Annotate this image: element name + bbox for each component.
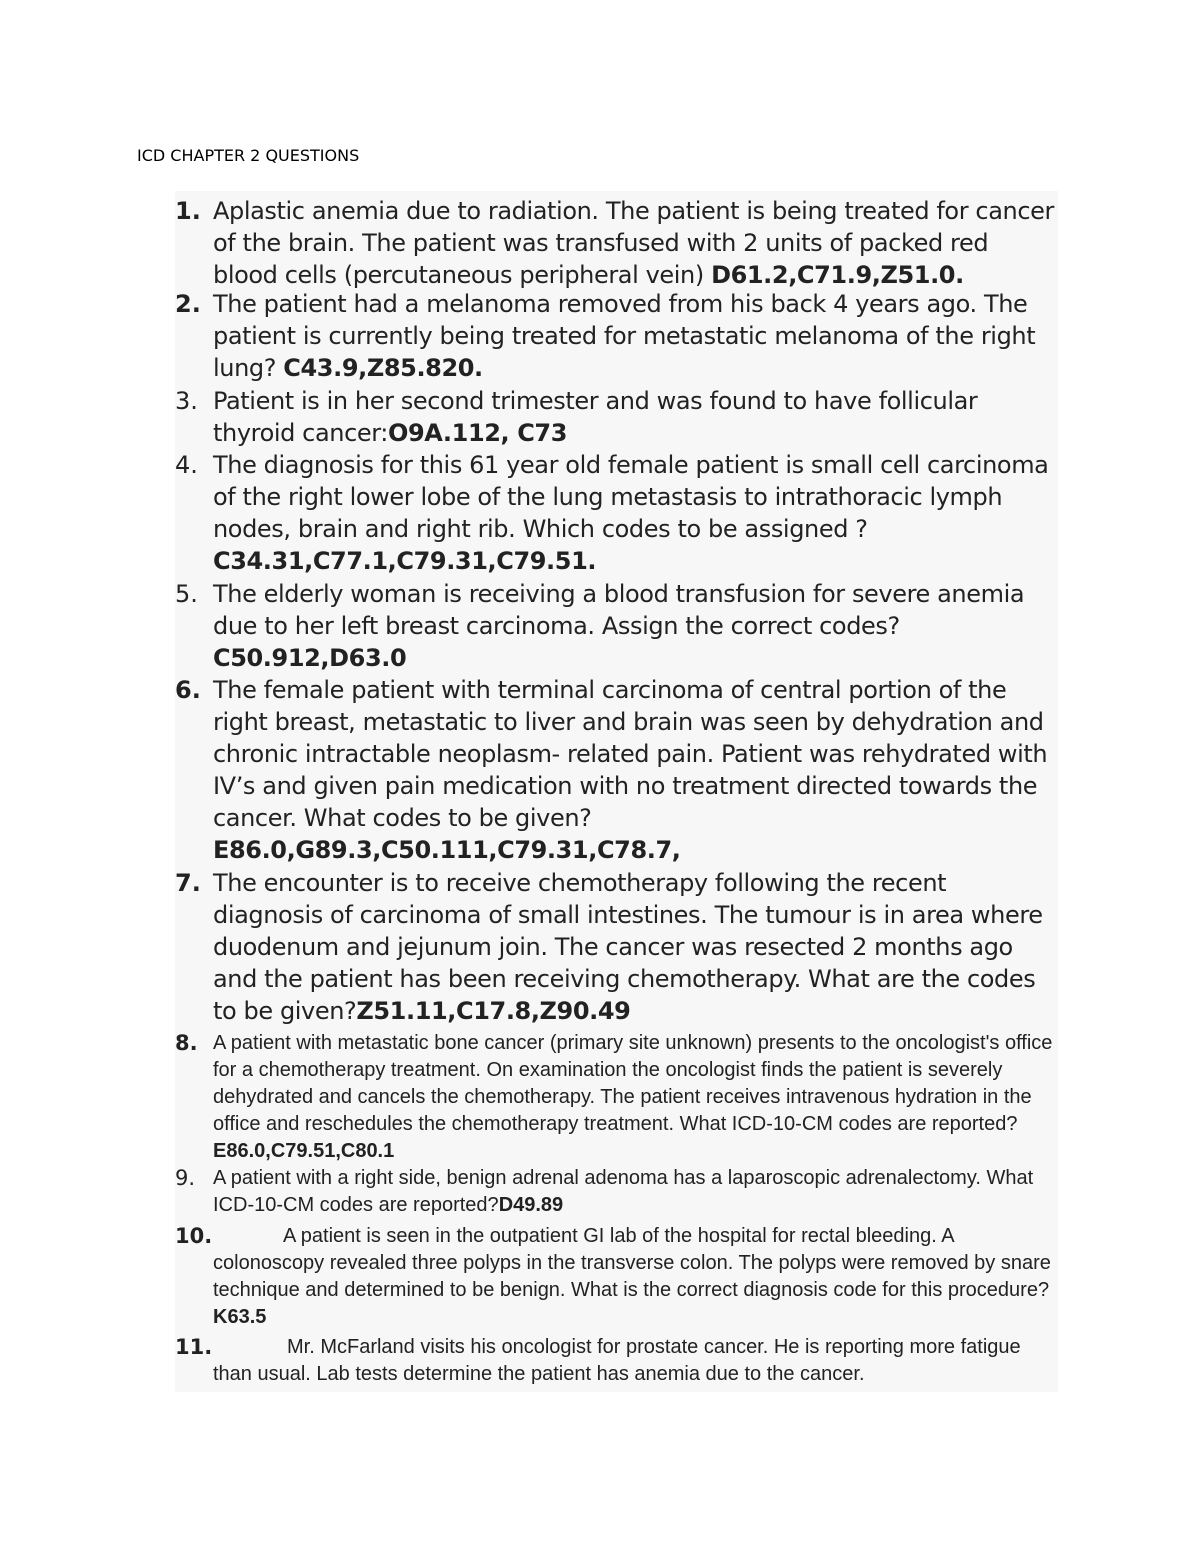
question-number: 11. bbox=[175, 1335, 213, 1359]
question-list bbox=[175, 191, 1058, 1392]
question-number: 8. bbox=[175, 1031, 198, 1055]
question-text: The patient had a melanoma removed from his back 4 years ago. The patient is currently being treated for metastatic melanoma of the right lung? C43.9,Z85.820. bbox=[213, 290, 1036, 382]
answer-codes: E86.0,G89.3,C50.111,C79.31,C78.7, bbox=[213, 836, 681, 864]
answer-codes: C43.9,Z85.820. bbox=[283, 354, 483, 382]
question-number: 4. bbox=[175, 451, 198, 479]
question-text: Patient is in her second trimester and was found to have follicular thyroid cancer:O9A.112, C73 bbox=[213, 387, 978, 447]
question-number: 10. bbox=[175, 1224, 213, 1248]
question-text: A patient with metastatic bone cancer (primary site unknown) presents to the oncologist's office for a chemotherapy treatment. On examination the oncologist finds the patient is severely dehydrated and cancels the chemotherapy. The patient receives intravenous hydration in the office and reschedules the chemotherapy treatment. What ICD-10-CM codes are reported?E86.0,C79.51,C80.1 bbox=[213, 1032, 1053, 1162]
answer-codes: K63.5 bbox=[213, 1306, 267, 1328]
answer-codes: C34.31,C77.1,C79.31,C79.51. bbox=[213, 547, 597, 575]
question-number: 1. bbox=[175, 197, 201, 225]
question-number: 9. bbox=[175, 1166, 196, 1190]
question-text: Mr. McFarland visits his oncologist for prostate cancer. He is reporting more fatigue than usual. Lab tests determine the patient has anemia due to the cancer. bbox=[213, 1336, 1021, 1385]
question-text: The diagnosis for this 61 year old female patient is small cell carcinoma of the right lower lobe of the lung metastasis to intrathoracic lymph nodes, brain and right rib. Which codes to be assigned ? C34.31,C77.1,C79.31,C79.51. bbox=[213, 451, 1049, 575]
question-number: 3. bbox=[175, 387, 198, 415]
question-text: The elderly woman is receiving a blood transfusion for severe anemia due to her left breast carcinoma. Assign the correct codes? C50.912,D63.0 bbox=[213, 580, 1025, 672]
question-text: Aplastic anemia due to radiation. The patient is being treated for cancer of the brain. The patient was transfused with 2 units of packed red blood cells (percutaneous peripheral vein) D61.2,C71.9,Z51.0. bbox=[213, 197, 1054, 289]
answer-codes: C50.912,D63.0 bbox=[213, 644, 407, 672]
page-title: ICD CHAPTER 2 QUESTIONS bbox=[137, 146, 360, 165]
answer-codes: Z51.11,C17.8,Z90.49 bbox=[356, 997, 631, 1025]
question-number: 6. bbox=[175, 676, 201, 704]
question-text: The encounter is to receive chemotherapy following the recent diagnosis of carcinoma of small intestines. The tumour is in area where duodenum and jejunum join. The cancer was resected 2 months ago and the patient has been receiving chemotherapy. What are the codes to be given?Z51.11,C17.8,Z90.49 bbox=[213, 869, 1043, 1025]
answer-codes: D61.2,C71.9,Z51.0. bbox=[711, 261, 964, 289]
question-number: 2. bbox=[175, 290, 201, 318]
answer-codes: E86.0,C79.51,C80.1 bbox=[213, 1140, 395, 1162]
answer-codes: O9A.112, C73 bbox=[388, 419, 568, 447]
question-text: A patient with a right side, benign adrenal adenoma has a laparoscopic adrenalectomy. What ICD-10-CM codes are reported?D49.89 bbox=[213, 1167, 1034, 1216]
question-text: The female patient with terminal carcinoma of central portion of the right breast, metastatic to liver and brain was seen by dehydration and chronic intractable neoplasm- related pain. Patient was rehydrated with IV’s and given pain medication with no treatment directed towards the cancer. What codes to be given? E86.0,G89.3,C50.111,C79.31,C78.7, bbox=[213, 676, 1048, 864]
question-number: 5. bbox=[175, 580, 198, 608]
answer-codes: D49.89 bbox=[498, 1194, 564, 1216]
question-number: 7. bbox=[175, 869, 201, 897]
question-text: A patient is seen in the outpatient GI lab of the hospital for rectal bleeding. A colonoscopy revealed three polyps in the transverse colon. The polyps were removed by snare technique and determined to be benign. What is the correct diagnosis code for this procedure?K63.5 bbox=[213, 1225, 1051, 1328]
